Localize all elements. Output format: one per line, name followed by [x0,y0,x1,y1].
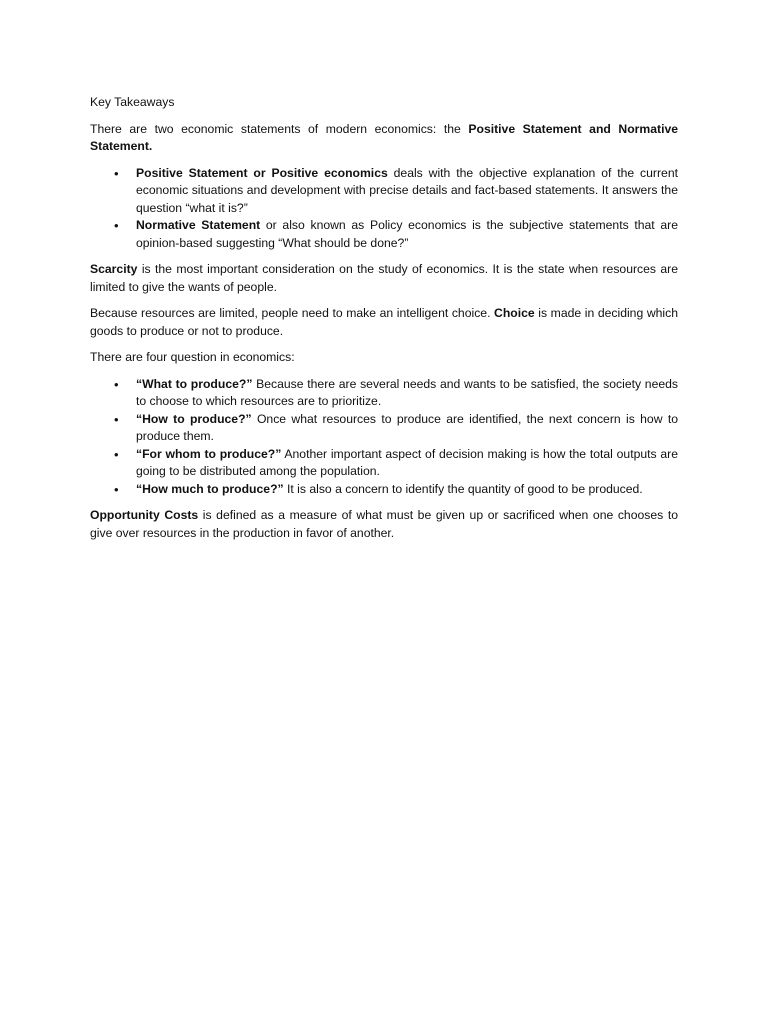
scarcity-paragraph [90,261,678,296]
choice-text-before: Because resources are limited, people need to make an intelligent choice. [90,306,495,320]
list-item-text: deals with the objective explanation of the current economic situations and development with precise details and fact-based statements. It answers the question “what it is?” [136,165,678,215]
intro-paragraph [90,121,678,156]
intro-text: There are two economic statements of modern economics: the [90,121,469,136]
question-text: Because there are several needs and wants to be satisfied, the society needs to choose to which resources are to prioritize. [136,376,678,408]
list-item [90,165,678,218]
bullet-icon: • [114,446,119,462]
list-item [90,411,678,446]
list-item [90,217,678,252]
statements-list [90,165,678,253]
choice-text-after: is made in deciding which goods to produce or not to produce. [90,306,678,338]
list-item [90,376,678,411]
list-item-bold: Normative Statement [136,218,261,232]
questions-intro: There are four question in economics: [90,350,295,364]
question-label: “How much to produce?” [136,481,284,496]
scarcity-text: is the most important consideration on the study of economics. It is the state when resources are limited to give the wants of people. [90,262,678,294]
opportunity-paragraph [90,507,678,542]
scarcity-term: Scarcity [90,262,138,276]
list-item-bold: Positive Statement or Positive economics [136,165,388,180]
question-label: “What to produce?” [136,376,253,391]
bullet-icon: • [114,218,119,233]
question-text: Once what resources to produce are identified, the next concern is how to produce them. [136,411,678,443]
choice-term: Choice [494,306,535,320]
opportunity-term: Opportunity Costs [90,508,199,522]
questions-list [90,376,678,499]
question-label: “How to produce?” [136,411,252,426]
question-text: Another important aspect of decision making is how the total outputs are going to be distributed among the population. [136,446,678,478]
question-label: “For whom to produce?” [136,446,282,461]
bullet-icon: • [114,411,119,427]
list-item [90,446,678,481]
bullet-icon: • [114,481,119,497]
bullet-icon: • [114,165,119,181]
choice-paragraph [90,305,678,340]
bullet-icon: • [114,376,119,392]
intro-bold-text: Positive Statement and Normative Statement. [90,121,679,153]
question-text: It is also a concern to identify the quantity of good to be produced. [283,481,643,496]
list-item [90,481,678,499]
document-page [90,94,678,551]
page-title: Key Takeaways [90,95,175,109]
opportunity-text: is defined as a measure of what must be given up or sacrificed when one chooses to give over resources in the production in favor of another. [90,508,678,540]
list-item-text: or also known as Policy economics is the subjective statements that are opinion-based suggesting “What should be done?” [136,218,678,250]
